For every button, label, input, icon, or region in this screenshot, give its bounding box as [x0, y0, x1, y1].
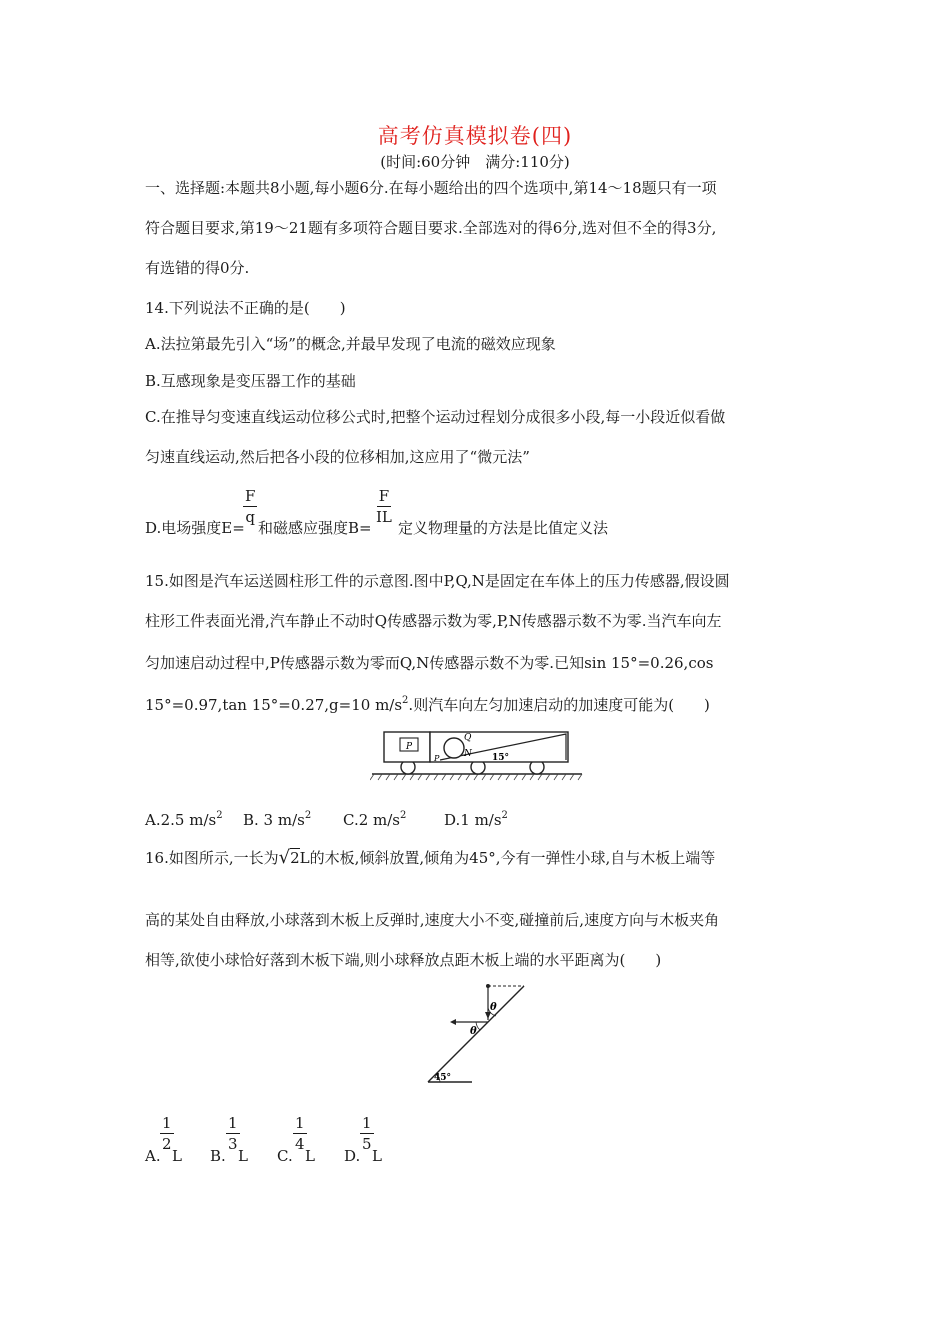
- q15-option-d: [444, 810, 508, 833]
- q16-stem-line-1: [145, 848, 715, 868]
- q14-stem: 14.下列说法不正确的是( ): [145, 299, 346, 317]
- exam-info: (时间:60分钟 满分:110分): [380, 153, 570, 171]
- exponent: 2: [501, 810, 508, 821]
- q16-stem-line-3: 相等,欲使小球恰好落到木板下端,则小球释放点距木板上端的水平距离为( ): [145, 951, 662, 969]
- fraction-denominator: 3: [228, 1135, 238, 1153]
- q15-option-c-text: C.2 m/s: [343, 811, 400, 829]
- q14-option-d-middle: 和磁感应强度B=: [258, 519, 372, 537]
- exponent: 2: [304, 810, 312, 821]
- figure-label-p-sensor: P: [434, 754, 440, 763]
- q15-option-d-text: D.1 m/s: [444, 811, 502, 829]
- q16-option-c-unit: L: [305, 1147, 315, 1165]
- fraction-numerator: 1: [295, 1114, 305, 1132]
- q15-stem-line-1: 15.如图是汽车运送圆柱形工件的示意图.图中P,Q,N是固定在车体上的压力传感器,假设圆: [145, 572, 730, 590]
- q15-option-a: [145, 810, 223, 833]
- fraction-denominator: q: [245, 508, 256, 526]
- page-title: 高考仿真模拟卷(四): [377, 124, 573, 148]
- square-root-radicand: 2: [290, 849, 300, 867]
- q16-option-b-prefix: B.: [210, 1147, 226, 1165]
- q15-option-c: [343, 810, 406, 833]
- q16-option-a-unit: L: [172, 1147, 182, 1165]
- exponent: 2: [402, 695, 409, 706]
- electric-field-fraction: [243, 487, 257, 526]
- q14-option-c-line-2: 匀速直线运动,然后把各小段的位移相加,这应用了“微元法”: [145, 448, 530, 466]
- q14-option-a: A.法拉第最先引入“场”的概念,并最早发现了电流的磁效应现象: [145, 335, 556, 353]
- q16-option-c-prefix: C.: [277, 1147, 293, 1165]
- q16-line-1-text: 16.如图所示,一长为: [145, 849, 279, 867]
- figure-label-p-cab: P: [406, 742, 413, 752]
- magnetic-field-fraction: [376, 487, 392, 526]
- truck-diagram: [370, 726, 585, 786]
- square-root-symbol: √: [278, 847, 291, 868]
- q15-option-b: [243, 810, 311, 833]
- fraction-numerator: F: [245, 487, 256, 505]
- section-instruction-line-1: 一、选择题:本题共8小题,每小题6分.在每小题给出的四个选项中,第14～18题只有一项: [145, 179, 717, 197]
- fraction-denominator: 5: [362, 1135, 372, 1153]
- q16-option-b-unit: L: [238, 1147, 248, 1165]
- figure-label-q: Q: [464, 733, 472, 743]
- q14-option-d-suffix: 定义物理量的方法是比值定义法: [398, 519, 609, 537]
- exponent: 2: [400, 810, 407, 821]
- q16-line-1-rest: L的木板,倾斜放置,倾角为45°,今有一弹性小球,自与木板上端等: [299, 849, 716, 867]
- fraction-numerator: 1: [228, 1114, 238, 1132]
- fraction-numerator: F: [378, 487, 390, 505]
- fraction-denominator: IL: [376, 508, 392, 526]
- figure-label-n: N: [464, 749, 472, 759]
- q15-stem-line-4: [145, 695, 710, 718]
- section-instruction-line-2: 符合题目要求,第19～21题有多项符合题目要求.全部选对的得6分,选对但不全的得3分,: [145, 219, 717, 237]
- q15-stem-line-2: 柱形工件表面光滑,汽车静止不动时Q传感器示数为零,P,N传感器示数不为零.当汽车向左: [145, 612, 722, 630]
- q16-option-a-prefix: A.: [145, 1147, 161, 1165]
- section-instruction-line-3: 有选错的得0分.: [145, 259, 250, 277]
- fraction-denominator: 2: [162, 1135, 172, 1153]
- q15-stem-line-3: 匀加速启动过程中,P传感器示数为零而Q,N传感器示数不为零.已知sin 15°=0.26,cos: [145, 654, 714, 672]
- q14-option-b: B.互感现象是变压器工作的基础: [145, 372, 356, 390]
- q14-option-d-prefix: D.电场强度E=: [145, 519, 245, 537]
- fraction-numerator: 1: [162, 1114, 172, 1132]
- fraction-denominator: 4: [295, 1135, 305, 1153]
- board-angle-label: 45°: [434, 1073, 452, 1083]
- exponent: 2: [216, 810, 223, 821]
- q16-stem-line-2: 高的某处自由释放,小球落到木板上反弹时,速度大小不变,碰撞前后,速度方向与木板夹角: [145, 911, 720, 929]
- incline-angle-label: 15°: [492, 753, 510, 763]
- theta-label-upper: θ: [490, 1002, 497, 1013]
- theta-label-lower: θ: [470, 1026, 477, 1037]
- q15-option-a-text: A.2.5 m/s: [145, 811, 217, 829]
- fraction-numerator: 1: [362, 1114, 372, 1132]
- q15-line-4-text: 15°=0.97,tan 15°=0.27,g=10 m/s: [145, 696, 403, 714]
- q15-option-b-text: B. 3 m/s: [243, 811, 305, 829]
- q14-option-c-line-1: C.在推导匀变速直线运动位移公式时,把整个运动过程划分成很多小段,每一小段近似看做: [145, 408, 726, 426]
- incline-board-diagram: [420, 982, 535, 1092]
- q16-option-d-unit: L: [372, 1147, 382, 1165]
- q16-option-d-prefix: D.: [344, 1147, 361, 1165]
- q15-line-4-question: .则汽车向左匀加速启动的加速度可能为( ): [408, 696, 710, 714]
